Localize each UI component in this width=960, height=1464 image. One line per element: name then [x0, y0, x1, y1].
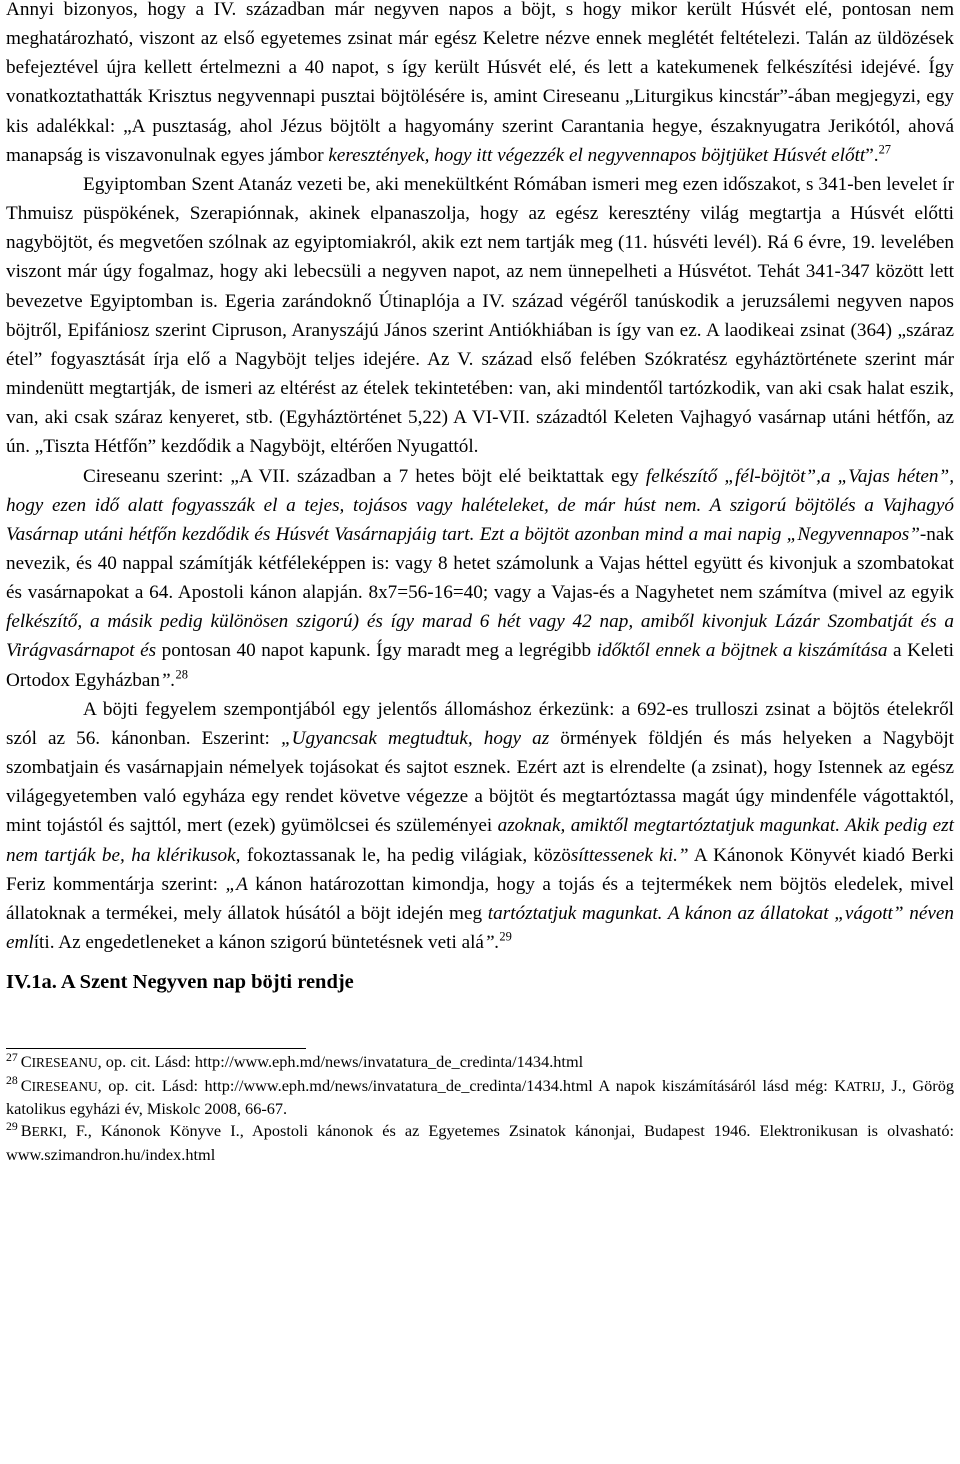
italic-text: tartóztatjuk magunkat. A kánon az állatokat „vágott” néven eml — [6, 902, 954, 953]
text-run: örmények földjén és más helyeken a Nagyböjt szombatjain és vasárnapjain némelyek tojásokat és sajtot esznek. Ezért azt is elrendelte (a zsinat), hogy Istennek az egész világegyetemben való egyháza egy rendet követve végezze a böjtöt és megtartóztassa magát úgy mindenféle vágottaktól, mint tojástól és sajttól, mert (ezek) gyümölcsei és szüleményei — [6, 727, 954, 837]
text-run: Egyiptomban Szent Atanáz vezeti be, aki menekültként Rómában ismeri meg ezen időszakot, s 341-ben levelet ír Thmuisz püspökének, Szerapiónnak, akinek elpanaszolja, hogy az egész keresztény világ megtartja a Húsvét előtti nagyböjtöt, és megvetően szólnak az egyiptomiakról, akik ezt nem tartják meg (11. húsvéti levél). Rá 6 évre, 19. levelében viszont már úgy fogalmaz, hogy aki lebecsüli a negyven napot, az nem ünnepelheti a Húsvétot. Tehát 341-347 között lett bevezetve Egyiptomban is. Egeria zarándoknő Útinaplója a IV. század végéről tanúskodik a jeruzsálemi negyven napos böjtről, Epifániosz szerint Cipruson, Aranyszájú János szerint Antiókhiában is így van ez. A laodikeai zsinat (364) „száraz étel” fogyasztását írja elő a Nagyböjt teljes idejére. Az V. század első felében Szókratész egyháztörténete szerint már mindenütt megtartják, de ismeri az eltérést az ételek tekintetében: van, aki mindentől tartózkodik, van aki csak halat eszik, van, aki csak száraz kenyeret, stb. (Egyháztörténet 5,22) A VI-VII. századtól Keleten Vajhagyó vasárnap utáni hétfőn, az ún. „Tiszta Hétfőn” kezdődik a Nagyböjt, eltérően Nyugattól. — [6, 173, 954, 458]
paragraph — [6, 462, 954, 695]
text-run: pontosan 40 napot kapunk. Így maradt meg a legrégibb — [156, 640, 597, 662]
footnote — [6, 1075, 954, 1121]
italic-text: „A — [225, 873, 248, 895]
text-run: , J., Görög katolikus egyházi év, Miskolc 2008, 66-67. — [6, 1075, 954, 1118]
text-run: Cireseanu szerint: „A VII. században a 7 hetes böjt elé beiktattak egy — [83, 465, 646, 487]
italic-text: felkészítő „fél-böjtöt”,a „Vajas héten”, hogy ezen idő alatt fogyasszák el a tejes, tojásos vagy halételeket, de már húst nem. A szigorú böjtölés a Vajhagyó Vasárnap utáni hétfőn kezdődik és Húsvét Vasárnapjáig tart. Ezt a böjtöt azonban mind a mai napig „Negyvennapos” — [6, 465, 954, 545]
section-heading: IV.1a. A Szent Negyven nap böjti rendje — [6, 971, 354, 994]
text-run: fokoztassanak le, ha pedig világiak, közö — [240, 844, 571, 866]
text-run: -nak nevezik, és 40 nappal számítják kétféleképpen is: vagy 8 hetet számolunk a Vajas héttel együtt és kivonjuk a szombatokat és vasárnapokat a 64. Apostoli kánon alapján. 8x7=56-16=40; vagy a Vajas-és a Nagyhetet nem számítva (mivel az egyik — [6, 523, 954, 604]
footnote-separator — [6, 1048, 306, 1049]
italic-text: ”. — [483, 932, 500, 953]
text-run: A böjti fegyelem szempontjából egy jelentős állomáshoz érkezünk: a 692-es trulloszi zsinat a böjtös ételekről szól az 56. kánonban. Eszerint: — [6, 698, 954, 749]
footnotes — [6, 1051, 954, 1166]
footnote — [6, 1120, 954, 1166]
text-run: , op. cit. Lásd: http://www.eph.md/news/invatatura_de_credinta/1434.html — [97, 1052, 584, 1072]
footnote-number: 28 — [6, 1074, 18, 1088]
text-run: , op. cit. Lásd: http://www.eph.md/news/invatatura_de_credinta/1434.html A napok kiszámításáról lásd még: K — [97, 1075, 846, 1095]
italic-text: „Ugyancsak megtudtuk, hogy az — [280, 727, 550, 749]
paragraph — [6, 170, 954, 462]
italic-text: időktől ennek a böjtnek a kiszámítása — [596, 640, 888, 662]
small-caps-text: IRESEANU — [31, 1078, 98, 1094]
text-run: A Kánonok Könyvét kiadó Berki Feriz kommentárja szerint: — [6, 844, 954, 895]
text-run: a Keleti Ortodox Egyházban — [6, 640, 954, 691]
italic-text: azoknak, amiktől megtartóztatjuk magunkat. Akik pedig ezt nem tartják be, ha klérikusok, — [6, 815, 954, 866]
text-run: Annyi bizonyos, hogy a IV. században már negyven napos a böjt, s hogy mikor került Húsvét elé, pontosan nem meghatározható, viszont az első egyetemes zsinat már egész Keletre nézve ennek meglétét feltételezi. Talán az üldözések befejeztével újra kellett értelmezni a 40 napot, s így került Húsvét elé, és lett a katekumenek felkészítési idejévé. Így vonatkoztathatták Krisztus negyvennapi pusztai böjtölésére is, amint Cireseanu „Liturgikus kincstár”-ában megjegyzi, egy kis adalékkal: „A pusztaság, ahol Jézus böjtölt a hagyomány szerint Carantania hegye, északnyugatra Jerikótól, ahová manapság is viszavonulnak egyes jámbor — [6, 0, 954, 166]
text-run: kánon határozottan kimondja, hogy a tojás és a tejtermékek nem böjtös eledelek, mivel állatoknak a termékei, mely állatok húsától a böjt idején meg — [6, 873, 954, 924]
text-run: B — [20, 1121, 32, 1141]
italic-text: ”. — [160, 669, 176, 691]
small-caps-text: ATRIJ — [845, 1078, 881, 1094]
footnote — [6, 1051, 954, 1074]
footnote-reference: 29 — [499, 929, 512, 944]
footnote-reference: 27 — [878, 142, 892, 157]
footnote-number: 29 — [6, 1119, 18, 1133]
footnote-reference: 28 — [175, 667, 188, 682]
text-run: , F., Kánonok Könyve I., Apostoli kánonok és az Egyetemes Zsinatok kánonjai, Budapest 1946. Elektronikusan is olvasható: www.szimandron.hu/index.html — [6, 1121, 954, 1164]
paragraph — [6, 0, 954, 170]
paragraph — [6, 695, 954, 957]
small-caps-text: IRESEANU — [31, 1055, 98, 1071]
text-run: C — [20, 1052, 32, 1072]
small-caps-text: ERKI — [31, 1124, 63, 1140]
italic-text: síttessenek ki.” — [570, 844, 689, 866]
text-run: C — [20, 1075, 32, 1095]
footnote-number: 27 — [6, 1050, 18, 1064]
body-text — [6, 0, 954, 957]
italic-text: keresztények, hogy itt végezzék el negyvennapos böjtjüket Húsvét előtt — [328, 144, 866, 166]
italic-text: felkészítő, a másik pedig különösen szigorú) és így marad 6 hét vagy 42 nap, amiből kivonjuk Lázár Szombatját és a Virágvasárnapot és — [6, 611, 954, 662]
text-run: ”. — [865, 144, 879, 166]
text-run: íti. Az engedetleneket a kánon szigorú büntetésnek veti alá — [33, 932, 484, 953]
